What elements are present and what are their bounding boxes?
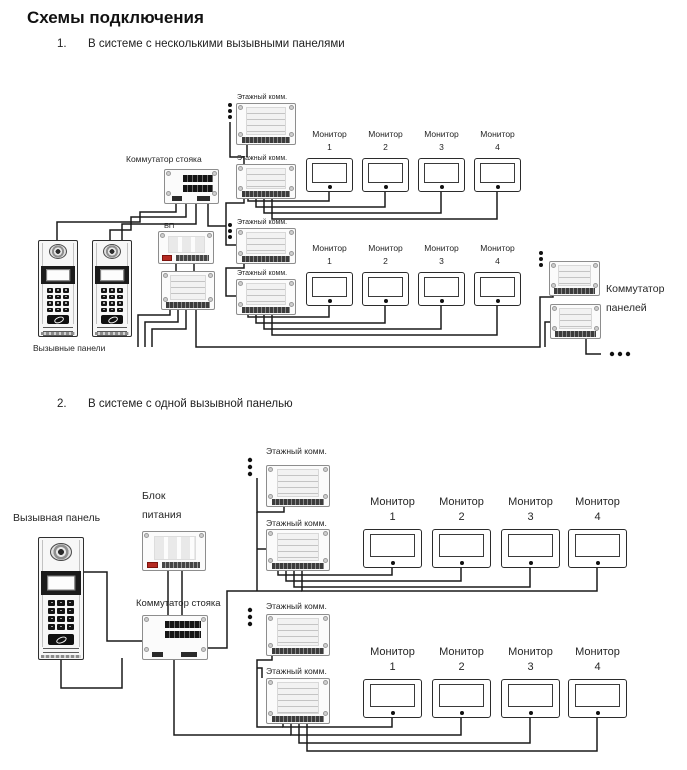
monitor-screen: [568, 679, 627, 718]
section-1-heading: В системе с несколькими вызывными панелями: [88, 38, 345, 50]
floor-switch-label: Этажный комм.: [266, 601, 327, 611]
monitor: Монитор 2: [427, 495, 496, 568]
riser-switch-label: Коммутатор стояка: [136, 598, 221, 609]
call-panel-label: Вызывная панель: [13, 512, 101, 524]
card-reader: [48, 634, 74, 645]
panel-switch-label: Коммутатор панелей: [606, 283, 665, 314]
monitor: Монитор 1: [300, 242, 359, 306]
call-panel: [38, 537, 84, 660]
monitor: Монитор 3: [412, 242, 471, 306]
monitor: Монитор 3: [496, 495, 565, 568]
monitor: Монитор 4: [468, 242, 527, 306]
psu-label: БП: [164, 221, 175, 230]
call-panel: [92, 240, 132, 337]
floor-switch-device: [236, 279, 296, 315]
section-1-number: 1.: [57, 38, 67, 50]
keypad: [101, 288, 123, 312]
monitor-screen: [418, 158, 465, 192]
riser-switch-device: [164, 169, 219, 204]
switch-device: [161, 271, 215, 310]
section-2-heading: В системе с одной вызывной панелью: [88, 398, 293, 410]
floor-switch-device: [236, 103, 296, 145]
floor-switch-label: Этажный комм.: [237, 94, 288, 101]
monitor-screen: [418, 272, 465, 306]
monitor: Монитор 4: [468, 128, 527, 192]
monitor-screen: [306, 272, 353, 306]
monitor-screen: [362, 272, 409, 306]
monitor: Монитор 4: [563, 645, 632, 718]
monitor-screen: [363, 679, 422, 718]
floor-switch-device: [266, 465, 330, 507]
monitor: Монитор 3: [412, 128, 471, 192]
monitor-screen: [432, 529, 491, 568]
monitor: Монитор 1: [358, 495, 427, 568]
monitor-screen: [501, 679, 560, 718]
monitor-screen: [362, 158, 409, 192]
floor-switch-device: [266, 614, 330, 656]
monitor-screen: [501, 529, 560, 568]
monitor-screen: [363, 529, 422, 568]
psu-device: [142, 531, 206, 571]
call-panels-label: Вызывные панели: [33, 343, 106, 353]
panel-switch-device: [549, 261, 600, 296]
floor-switch-device: [266, 678, 330, 724]
floor-switch-device: [236, 164, 296, 199]
keypad: [48, 600, 74, 630]
monitor: Монитор 2: [356, 128, 415, 192]
monitor: Монитор 1: [358, 645, 427, 718]
monitor-screen: [568, 529, 627, 568]
camera-icon: [50, 543, 72, 561]
card-reader: [47, 315, 69, 324]
floor-switch-label: Этажный комм.: [237, 270, 288, 277]
keypad: [47, 288, 69, 312]
monitor: Монитор 4: [563, 495, 632, 568]
riser-switch-device: [142, 615, 208, 660]
monitor-screen: [306, 158, 353, 192]
floor-switch-label: Этажный комм.: [266, 518, 327, 528]
monitor: Монитор 3: [496, 645, 565, 718]
call-panel: [38, 240, 78, 337]
floor-switch-label: Этажный комм.: [237, 155, 288, 162]
monitor-screen: [474, 158, 521, 192]
floor-switch-label: Этажный комм.: [237, 219, 288, 226]
monitor: Монитор 2: [427, 645, 496, 718]
page-title: Схемы подключения: [27, 8, 204, 27]
floor-switch-device: [266, 529, 330, 571]
monitor-screen: [432, 679, 491, 718]
riser-switch-label: Коммутатор стояка: [126, 154, 202, 164]
monitor: Монитор 2: [356, 242, 415, 306]
floor-switch-label: Этажный комм.: [266, 446, 327, 456]
floor-switch-label: Этажный комм.: [266, 666, 327, 676]
camera-icon: [103, 244, 121, 259]
psu-device: [158, 231, 214, 264]
monitor-screen: [474, 272, 521, 306]
monitor: Монитор 1: [300, 128, 359, 192]
floor-switch-device: [236, 228, 296, 264]
panel-switch-device: [550, 304, 601, 339]
section-2-number: 2.: [57, 398, 67, 410]
camera-icon: [49, 244, 67, 259]
card-reader: [101, 315, 123, 324]
psu-label: Блок питания: [142, 490, 182, 521]
